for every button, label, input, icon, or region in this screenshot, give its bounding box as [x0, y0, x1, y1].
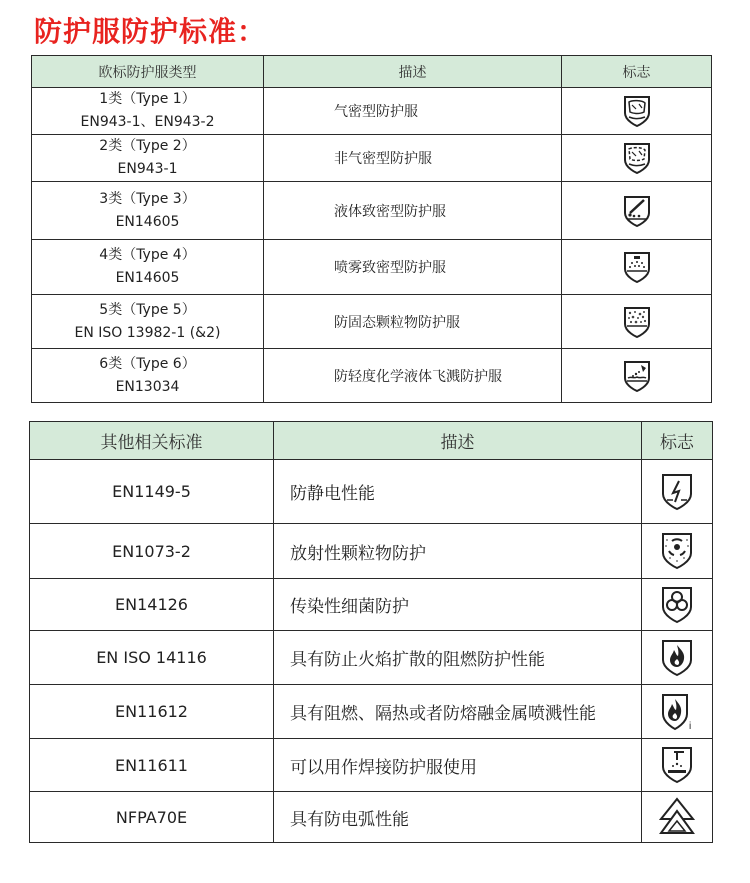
table-row — [32, 88, 712, 135]
type-cell — [32, 182, 264, 240]
standard-cell: NFPA70E — [30, 792, 274, 843]
description-cell: 防静电性能 — [274, 460, 642, 524]
other-standards-table — [29, 421, 713, 843]
type-label: 5类（Type 5） — [99, 301, 196, 318]
arc-flash-icon — [659, 797, 695, 837]
type-cell — [32, 349, 264, 403]
heat-flame-icon — [660, 693, 694, 731]
column-header-standard: 其他相关标准 — [30, 422, 274, 460]
type-standard: EN14605 — [115, 213, 180, 230]
type-standard: EN13034 — [115, 378, 180, 395]
type-cell — [32, 240, 264, 295]
page-title: 防护服防护标准： — [34, 15, 267, 48]
type-standard: EN ISO 13982-1 (&2) — [74, 324, 221, 341]
table-row — [30, 685, 713, 739]
type-label: 3类（Type 3） — [99, 190, 196, 207]
light-splash-icon — [622, 360, 652, 392]
welding-icon — [660, 746, 694, 784]
type-label: 4类（Type 4） — [99, 247, 196, 263]
standard-cell: EN ISO 14116 — [30, 631, 274, 685]
eu-protective-clothing-types-table — [31, 55, 712, 403]
type-cell — [32, 135, 264, 182]
standard-cell: EN1073-2 — [30, 524, 274, 579]
flame-icon — [660, 639, 694, 677]
type-cell — [32, 295, 264, 349]
table-row — [30, 579, 713, 631]
type-standard: EN943-1、EN943-2 — [80, 114, 215, 130]
column-header-type: 欧标防护服类型 — [32, 56, 264, 88]
type-cell — [32, 88, 264, 135]
table-header-row — [30, 422, 713, 460]
icon-suffix-label: i — [689, 720, 692, 731]
standard-cell: EN14126 — [30, 579, 274, 631]
table-row — [30, 792, 713, 843]
description-cell: 非气密型防护服 — [264, 135, 562, 182]
column-header-mark: 标志 — [642, 422, 713, 460]
particle-icon — [622, 306, 652, 338]
gas-tight-icon — [622, 95, 652, 127]
column-header-description: 描述 — [264, 56, 562, 88]
table-row — [32, 135, 712, 182]
spray-icon — [622, 251, 652, 283]
standard-cell: EN11612 — [30, 685, 274, 739]
type-standard: EN943-1 — [117, 161, 178, 177]
description-cell: 具有阻燃、隔热或者防熔融金属喷溅性能 — [274, 685, 642, 739]
table-row — [30, 739, 713, 792]
table-row — [30, 524, 713, 579]
standard-cell: EN11611 — [30, 739, 274, 792]
table-row — [32, 240, 712, 295]
description-cell: 放射性颗粒物防护 — [274, 524, 642, 579]
table-row — [30, 631, 713, 685]
description-cell: 可以用作焊接防护服使用 — [274, 739, 642, 792]
description-cell: 喷雾致密型防护服 — [264, 240, 562, 295]
type-label: 6类（Type 6） — [99, 355, 196, 372]
radioactive-particle-icon — [660, 532, 694, 570]
column-header-mark: 标志 — [562, 56, 712, 88]
table-row — [32, 295, 712, 349]
non-gas-tight-icon — [622, 142, 652, 174]
column-header-description: 描述 — [274, 422, 642, 460]
description-cell: 气密型防护服 — [264, 88, 562, 135]
description-cell: 防固态颗粒物防护服 — [264, 295, 562, 349]
description-cell: 防轻度化学液体飞溅防护服 — [264, 349, 562, 403]
description-cell: 具有防止火焰扩散的阻燃防护性能 — [274, 631, 642, 685]
table-row — [32, 182, 712, 240]
liquid-jet-icon — [622, 195, 652, 227]
type-standard: EN14605 — [115, 270, 180, 286]
table-row — [30, 460, 713, 524]
description-cell: 具有防电弧性能 — [274, 792, 642, 843]
description-cell: 液体致密型防护服 — [264, 182, 562, 240]
standard-cell: EN1149-5 — [30, 460, 274, 524]
description-cell: 传染性细菌防护 — [274, 579, 642, 631]
table-row — [32, 349, 712, 403]
table-header-row — [32, 56, 712, 88]
type-label: 2类（Type 2） — [99, 138, 196, 154]
antistatic-icon — [660, 473, 694, 511]
biohazard-icon — [660, 586, 694, 624]
type-label: 1类（Type 1） — [99, 91, 196, 107]
